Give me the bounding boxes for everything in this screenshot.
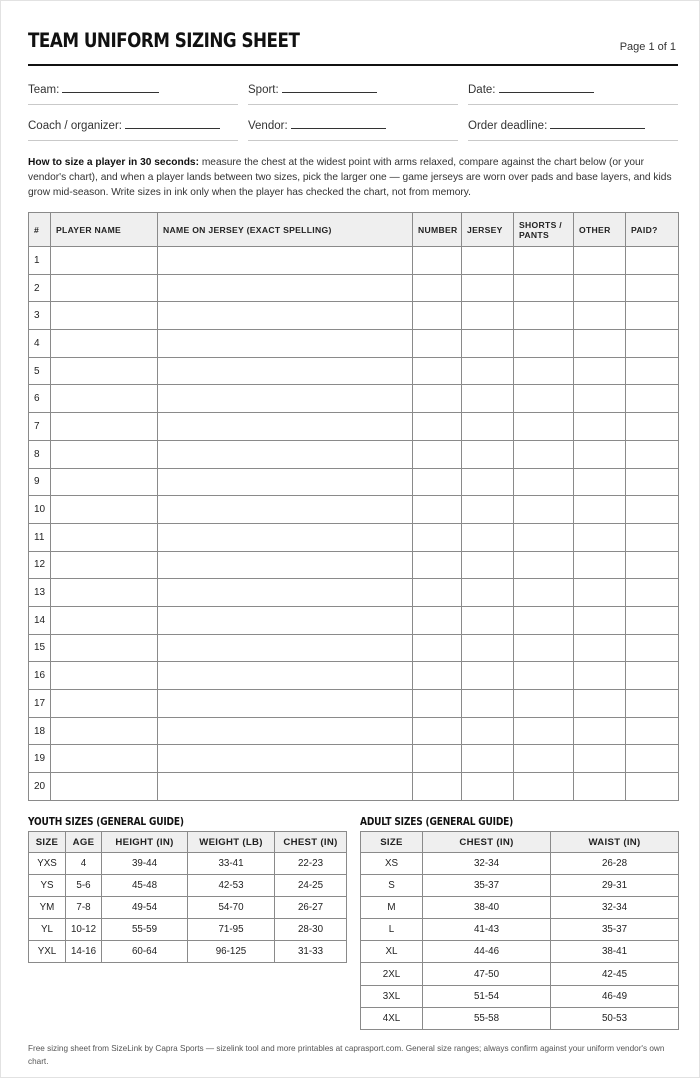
- roster-row-number: 12: [29, 551, 51, 579]
- roster-cell-player-name[interactable]: [51, 551, 158, 579]
- roster-cell-name-on-jersey[interactable]: [158, 274, 413, 302]
- roster-cell-player-name[interactable]: [51, 606, 158, 634]
- roster-cell-paid[interactable]: [626, 330, 679, 358]
- roster-cell-name-on-jersey[interactable]: [158, 385, 413, 413]
- roster-cell-jersey[interactable]: [462, 274, 514, 302]
- adult-cell-waist: 26-28: [551, 853, 679, 875]
- roster-col-number-sign: #: [29, 213, 51, 247]
- youth-cell-height: 49-54: [102, 897, 188, 919]
- roster-row: [29, 274, 679, 302]
- adult-col-waist: WAIST (IN): [551, 832, 679, 853]
- roster-cell-name-on-jersey[interactable]: [158, 773, 413, 801]
- roster-cell-other[interactable]: [574, 662, 626, 690]
- sport-field[interactable]: [248, 82, 458, 105]
- roster-row-number: 6: [29, 385, 51, 413]
- youth-cell-age: 10-12: [66, 919, 102, 941]
- roster-cell-number[interactable]: [413, 468, 462, 496]
- roster-cell-other[interactable]: [574, 745, 626, 773]
- adult-size-row: [361, 875, 679, 897]
- roster-row-number: 7: [29, 413, 51, 441]
- adult-cell-size: 4XL: [361, 1007, 423, 1029]
- roster-cell-paid[interactable]: [626, 579, 679, 607]
- adult-cell-chest: 32-34: [423, 853, 551, 875]
- roster-cell-name-on-jersey[interactable]: [158, 468, 413, 496]
- youth-col-age: AGE: [66, 832, 102, 853]
- roster-cell-jersey[interactable]: [462, 413, 514, 441]
- roster-cell-player-name[interactable]: [51, 523, 158, 551]
- youth-size-row: [29, 941, 347, 963]
- roster-row-number: 15: [29, 634, 51, 662]
- roster-cell-jersey[interactable]: [462, 773, 514, 801]
- roster-cell-jersey[interactable]: [462, 717, 514, 745]
- roster-cell-name-on-jersey[interactable]: [158, 662, 413, 690]
- roster-cell-shorts-pants[interactable]: [514, 357, 574, 385]
- vendor-field[interactable]: [248, 118, 458, 141]
- roster-cell-number[interactable]: [413, 330, 462, 358]
- roster-cell-paid[interactable]: [626, 247, 679, 275]
- youth-size-row: [29, 897, 347, 919]
- roster-cell-paid[interactable]: [626, 662, 679, 690]
- roster-cell-player-name[interactable]: [51, 745, 158, 773]
- roster-row: [29, 579, 679, 607]
- team-label: Team:: [28, 84, 60, 96]
- roster-col-number: NUMBER: [413, 213, 462, 247]
- roster-row-number: 4: [29, 330, 51, 358]
- roster-cell-other[interactable]: [574, 496, 626, 524]
- youth-cell-age: 4: [66, 853, 102, 875]
- roster-cell-jersey[interactable]: [462, 302, 514, 330]
- deadline-blank[interactable]: [550, 118, 645, 129]
- roster-cell-other[interactable]: [574, 773, 626, 801]
- roster-row-number: 9: [29, 468, 51, 496]
- roster-cell-number[interactable]: [413, 385, 462, 413]
- roster-header-row: [29, 213, 679, 247]
- roster-cell-number[interactable]: [413, 551, 462, 579]
- roster-cell-jersey[interactable]: [462, 385, 514, 413]
- youth-cell-height: 60-64: [102, 941, 188, 963]
- roster-cell-number[interactable]: [413, 247, 462, 275]
- roster-col-shorts-pants: SHORTS / PANTS: [514, 213, 574, 247]
- roster-cell-number[interactable]: [413, 606, 462, 634]
- adult-col-chest: CHEST (IN): [423, 832, 551, 853]
- roster-cell-player-name[interactable]: [51, 634, 158, 662]
- roster-row: [29, 634, 679, 662]
- page-title: TEAM UNIFORM SIZING SHEET: [28, 29, 300, 52]
- roster-row: [29, 357, 679, 385]
- roster-cell-jersey[interactable]: [462, 440, 514, 468]
- roster-cell-paid[interactable]: [626, 523, 679, 551]
- instructions-lead: How to size a player in 30 seconds:: [28, 157, 199, 168]
- youth-cell-chest: 26-27: [275, 897, 347, 919]
- youth-size-row: [29, 919, 347, 941]
- roster-cell-paid[interactable]: [626, 440, 679, 468]
- sport-label: Sport:: [248, 84, 279, 96]
- roster-cell-number[interactable]: [413, 496, 462, 524]
- roster-cell-number[interactable]: [413, 523, 462, 551]
- adult-cell-size: M: [361, 897, 423, 919]
- roster-cell-shorts-pants[interactable]: [514, 662, 574, 690]
- roster-cell-other[interactable]: [574, 468, 626, 496]
- roster-cell-paid[interactable]: [626, 413, 679, 441]
- roster-cell-number[interactable]: [413, 634, 462, 662]
- vendor-blank[interactable]: [291, 118, 386, 129]
- roster-cell-paid[interactable]: [626, 385, 679, 413]
- roster-cell-paid[interactable]: [626, 468, 679, 496]
- roster-cell-jersey[interactable]: [462, 357, 514, 385]
- roster-cell-player-name[interactable]: [51, 717, 158, 745]
- adult-cell-waist: 35-37: [551, 919, 679, 941]
- adult-size-row: [361, 1007, 679, 1029]
- youth-cell-age: 14-16: [66, 941, 102, 963]
- roster-cell-paid[interactable]: [626, 773, 679, 801]
- youth-cell-size: YXS: [29, 853, 66, 875]
- instructions-body: measure the chest at the widest point with arms relaxed, compare against the chart below (or your vendor's chart), and when a player lands between two sizes, pick the larger one — game jerseys are worn over pads and base layers, and kids grow mid-season. Write sizes in ink only when the player has checked the chart, not from memory.: [28, 157, 672, 199]
- roster-cell-player-name[interactable]: [51, 579, 158, 607]
- youth-col-chest: CHEST (IN): [275, 832, 347, 853]
- vendor-label: Vendor:: [248, 120, 288, 132]
- roster-row-number: 19: [29, 745, 51, 773]
- roster-row: [29, 773, 679, 801]
- roster-cell-shorts-pants[interactable]: [514, 634, 574, 662]
- roster-cell-number[interactable]: [413, 440, 462, 468]
- roster-cell-name-on-jersey[interactable]: [158, 579, 413, 607]
- youth-cell-weight: 96-125: [188, 941, 275, 963]
- roster-row: [29, 385, 679, 413]
- roster-row: [29, 440, 679, 468]
- roster-cell-name-on-jersey[interactable]: [158, 634, 413, 662]
- adult-cell-waist: 38-41: [551, 941, 679, 963]
- roster-cell-player-name[interactable]: [51, 385, 158, 413]
- roster-cell-shorts-pants[interactable]: [514, 496, 574, 524]
- youth-header-row: [29, 832, 347, 853]
- adult-size-row: [361, 941, 679, 963]
- adult-cell-size: XS: [361, 853, 423, 875]
- youth-cell-height: 45-48: [102, 875, 188, 897]
- roster-row: [29, 413, 679, 441]
- adult-cell-chest: 47-50: [423, 963, 551, 985]
- roster-row-number: 10: [29, 496, 51, 524]
- roster-cell-shorts-pants[interactable]: [514, 745, 574, 773]
- youth-body: [29, 853, 347, 963]
- roster-row-number: 1: [29, 247, 51, 275]
- youth-cell-height: 55-59: [102, 919, 188, 941]
- roster-cell-jersey[interactable]: [462, 579, 514, 607]
- youth-cell-weight: 54-70: [188, 897, 275, 919]
- roster-cell-shorts-pants[interactable]: [514, 717, 574, 745]
- roster-cell-other[interactable]: [574, 440, 626, 468]
- team-blank[interactable]: [62, 82, 159, 93]
- adult-cell-waist: 42-45: [551, 963, 679, 985]
- youth-col-height: HEIGHT (IN): [102, 832, 188, 853]
- roster-cell-name-on-jersey[interactable]: [158, 440, 413, 468]
- adult-cell-chest: 38-40: [423, 897, 551, 919]
- roster-cell-player-name[interactable]: [51, 468, 158, 496]
- roster-cell-name-on-jersey[interactable]: [158, 606, 413, 634]
- roster-cell-paid[interactable]: [626, 357, 679, 385]
- roster-cell-player-name[interactable]: [51, 247, 158, 275]
- roster-cell-number[interactable]: [413, 302, 462, 330]
- roster-cell-other[interactable]: [574, 357, 626, 385]
- roster-cell-name-on-jersey[interactable]: [158, 717, 413, 745]
- roster-row-number: 18: [29, 717, 51, 745]
- footer-note: Free sizing sheet from SizeLink by Capra Sports — sizelink tool and more printables at caprasport.com. General size ranges; always confirm against your uniform vendor's own chart.: [28, 1044, 665, 1066]
- adult-cell-waist: 32-34: [551, 897, 679, 919]
- roster-cell-jersey[interactable]: [462, 606, 514, 634]
- roster-cell-number[interactable]: [413, 579, 462, 607]
- roster-cell-player-name[interactable]: [51, 330, 158, 358]
- roster-col-jersey: JERSEY: [462, 213, 514, 247]
- roster-cell-paid[interactable]: [626, 690, 679, 718]
- adult-col-size: SIZE: [361, 832, 423, 853]
- roster-cell-player-name[interactable]: [51, 302, 158, 330]
- adult-cell-chest: 44-46: [423, 941, 551, 963]
- adult-cell-chest: 41-43: [423, 919, 551, 941]
- roster-cell-other[interactable]: [574, 385, 626, 413]
- roster-cell-name-on-jersey[interactable]: [158, 496, 413, 524]
- roster-col-name-on-jersey: NAME ON JERSEY (EXACT SPELLING): [158, 213, 413, 247]
- roster-cell-player-name[interactable]: [51, 274, 158, 302]
- roster-cell-other[interactable]: [574, 690, 626, 718]
- roster-cell-shorts-pants[interactable]: [514, 413, 574, 441]
- roster-cell-other[interactable]: [574, 274, 626, 302]
- roster-cell-jersey[interactable]: [462, 745, 514, 773]
- youth-cell-chest: 24-25: [275, 875, 347, 897]
- roster-row: [29, 717, 679, 745]
- roster-row: [29, 468, 679, 496]
- roster-cell-shorts-pants[interactable]: [514, 773, 574, 801]
- roster-cell-name-on-jersey[interactable]: [158, 551, 413, 579]
- roster-cell-paid[interactable]: [626, 606, 679, 634]
- roster-cell-other[interactable]: [574, 717, 626, 745]
- adult-body: [361, 853, 679, 1030]
- roster-cell-number[interactable]: [413, 745, 462, 773]
- roster-cell-shorts-pants[interactable]: [514, 606, 574, 634]
- roster-col-player-name: PLAYER NAME: [51, 213, 158, 247]
- roster-cell-jersey[interactable]: [462, 468, 514, 496]
- deadline-label: Order deadline:: [468, 120, 548, 132]
- adult-cell-size: L: [361, 919, 423, 941]
- roster-cell-other[interactable]: [574, 634, 626, 662]
- youth-cell-age: 5-6: [66, 875, 102, 897]
- roster-cell-name-on-jersey[interactable]: [158, 523, 413, 551]
- roster-row: [29, 302, 679, 330]
- youth-cell-size: YS: [29, 875, 66, 897]
- youth-cell-size: YXL: [29, 941, 66, 963]
- roster-cell-number[interactable]: [413, 274, 462, 302]
- roster-col-other: OTHER: [574, 213, 626, 247]
- roster-cell-paid[interactable]: [626, 745, 679, 773]
- adult-size-row: [361, 985, 679, 1007]
- page-number: Page 1 of 1: [619, 41, 676, 53]
- roster-cell-name-on-jersey[interactable]: [158, 745, 413, 773]
- roster-cell-jersey[interactable]: [462, 523, 514, 551]
- roster-cell-player-name[interactable]: [51, 413, 158, 441]
- adult-cell-size: XL: [361, 941, 423, 963]
- roster-row: [29, 330, 679, 358]
- roster-col-paid: PAID?: [626, 213, 679, 247]
- adult-cell-size: 3XL: [361, 985, 423, 1007]
- roster-row: [29, 247, 679, 275]
- youth-size-row: [29, 853, 347, 875]
- youth-size-row: [29, 875, 347, 897]
- roster-row-number: 17: [29, 690, 51, 718]
- roster-cell-name-on-jersey[interactable]: [158, 357, 413, 385]
- youth-col-weight: WEIGHT (LB): [188, 832, 275, 853]
- roster-cell-other[interactable]: [574, 579, 626, 607]
- roster-cell-other[interactable]: [574, 413, 626, 441]
- roster-cell-jersey[interactable]: [462, 247, 514, 275]
- coach-field[interactable]: [28, 118, 238, 141]
- roster-cell-number[interactable]: [413, 717, 462, 745]
- roster-cell-other[interactable]: [574, 551, 626, 579]
- roster-cell-name-on-jersey[interactable]: [158, 330, 413, 358]
- coach-blank[interactable]: [125, 118, 220, 129]
- roster-row-number: 8: [29, 440, 51, 468]
- youth-sizes-table: [28, 831, 347, 963]
- date-blank[interactable]: [499, 82, 594, 93]
- adult-size-row: [361, 897, 679, 919]
- roster-cell-jersey[interactable]: [462, 662, 514, 690]
- youth-cell-age: 7-8: [66, 897, 102, 919]
- youth-cell-chest: 31-33: [275, 941, 347, 963]
- adult-cell-waist: 46-49: [551, 985, 679, 1007]
- youth-cell-weight: 42-53: [188, 875, 275, 897]
- deadline-field[interactable]: [468, 118, 678, 141]
- youth-cell-weight: 71-95: [188, 919, 275, 941]
- roster-cell-paid[interactable]: [626, 302, 679, 330]
- roster-cell-paid[interactable]: [626, 496, 679, 524]
- roster-row-number: 14: [29, 606, 51, 634]
- youth-sizes-title: YOUTH SIZES (GENERAL GUIDE): [28, 816, 184, 828]
- roster-cell-player-name[interactable]: [51, 440, 158, 468]
- roster-row-number: 5: [29, 357, 51, 385]
- roster-cell-number[interactable]: [413, 413, 462, 441]
- date-label: Date:: [468, 84, 496, 96]
- coach-label: Coach / organizer:: [28, 120, 122, 132]
- roster-cell-number[interactable]: [413, 690, 462, 718]
- roster-cell-other[interactable]: [574, 302, 626, 330]
- roster-cell-shorts-pants[interactable]: [514, 302, 574, 330]
- roster-cell-shorts-pants[interactable]: [514, 440, 574, 468]
- roster-row: [29, 606, 679, 634]
- roster-cell-number[interactable]: [413, 662, 462, 690]
- roster-cell-name-on-jersey[interactable]: [158, 302, 413, 330]
- adult-cell-chest: 51-54: [423, 985, 551, 1007]
- sizing-instructions: [28, 155, 673, 201]
- roster-row: [29, 523, 679, 551]
- roster-cell-player-name[interactable]: [51, 690, 158, 718]
- roster-cell-shorts-pants[interactable]: [514, 468, 574, 496]
- roster-row: [29, 551, 679, 579]
- roster-cell-name-on-jersey[interactable]: [158, 247, 413, 275]
- youth-cell-size: YM: [29, 897, 66, 919]
- title-rule: [28, 64, 678, 66]
- roster-cell-player-name[interactable]: [51, 773, 158, 801]
- roster-cell-shorts-pants[interactable]: [514, 330, 574, 358]
- roster-cell-player-name[interactable]: [51, 496, 158, 524]
- roster-row: [29, 662, 679, 690]
- roster-cell-other[interactable]: [574, 523, 626, 551]
- roster-cell-shorts-pants[interactable]: [514, 690, 574, 718]
- roster-cell-jersey[interactable]: [462, 496, 514, 524]
- youth-cell-chest: 22-23: [275, 853, 347, 875]
- roster-body: [29, 247, 679, 801]
- adult-cell-waist: 29-31: [551, 875, 679, 897]
- roster-row-number: 11: [29, 523, 51, 551]
- roster-table: [28, 212, 679, 801]
- adult-cell-chest: 35-37: [423, 875, 551, 897]
- adult-size-row: [361, 919, 679, 941]
- roster-cell-shorts-pants[interactable]: [514, 579, 574, 607]
- roster-cell-paid[interactable]: [626, 717, 679, 745]
- roster-row: [29, 496, 679, 524]
- roster-cell-other[interactable]: [574, 330, 626, 358]
- roster-cell-jersey[interactable]: [462, 551, 514, 579]
- roster-cell-other[interactable]: [574, 606, 626, 634]
- roster-row-number: 3: [29, 302, 51, 330]
- sport-blank[interactable]: [282, 82, 377, 93]
- roster-cell-shorts-pants[interactable]: [514, 551, 574, 579]
- roster-row: [29, 690, 679, 718]
- roster-cell-paid[interactable]: [626, 551, 679, 579]
- adult-cell-chest: 55-58: [423, 1007, 551, 1029]
- roster-cell-other[interactable]: [574, 247, 626, 275]
- youth-col-size: SIZE: [29, 832, 66, 853]
- roster-cell-name-on-jersey[interactable]: [158, 413, 413, 441]
- roster-cell-player-name[interactable]: [51, 662, 158, 690]
- youth-cell-weight: 33-41: [188, 853, 275, 875]
- roster-cell-number[interactable]: [413, 357, 462, 385]
- roster-cell-shorts-pants[interactable]: [514, 385, 574, 413]
- date-field[interactable]: [468, 82, 678, 105]
- roster-cell-jersey[interactable]: [462, 634, 514, 662]
- roster-cell-paid[interactable]: [626, 274, 679, 302]
- youth-cell-size: YL: [29, 919, 66, 941]
- youth-cell-chest: 28-30: [275, 919, 347, 941]
- adult-cell-size: S: [361, 875, 423, 897]
- team-field[interactable]: [28, 82, 238, 105]
- roster-cell-shorts-pants[interactable]: [514, 247, 574, 275]
- roster-row-number: 16: [29, 662, 51, 690]
- roster-row-number: 2: [29, 274, 51, 302]
- adult-sizes-table: [360, 831, 679, 1030]
- adult-cell-size: 2XL: [361, 963, 423, 985]
- roster-cell-name-on-jersey[interactable]: [158, 690, 413, 718]
- youth-cell-height: 39-44: [102, 853, 188, 875]
- adult-size-row: [361, 853, 679, 875]
- roster-row-number: 13: [29, 579, 51, 607]
- adult-sizes-title: ADULT SIZES (GENERAL GUIDE): [360, 816, 514, 828]
- roster-row: [29, 745, 679, 773]
- adult-header-row: [361, 832, 679, 853]
- roster-row-number: 20: [29, 773, 51, 801]
- roster-cell-shorts-pants[interactable]: [514, 523, 574, 551]
- roster-cell-jersey[interactable]: [462, 330, 514, 358]
- roster-cell-number[interactable]: [413, 773, 462, 801]
- adult-size-row: [361, 963, 679, 985]
- roster-cell-shorts-pants[interactable]: [514, 274, 574, 302]
- adult-cell-waist: 50-53: [551, 1007, 679, 1029]
- roster-cell-player-name[interactable]: [51, 357, 158, 385]
- roster-cell-jersey[interactable]: [462, 690, 514, 718]
- roster-cell-paid[interactable]: [626, 634, 679, 662]
